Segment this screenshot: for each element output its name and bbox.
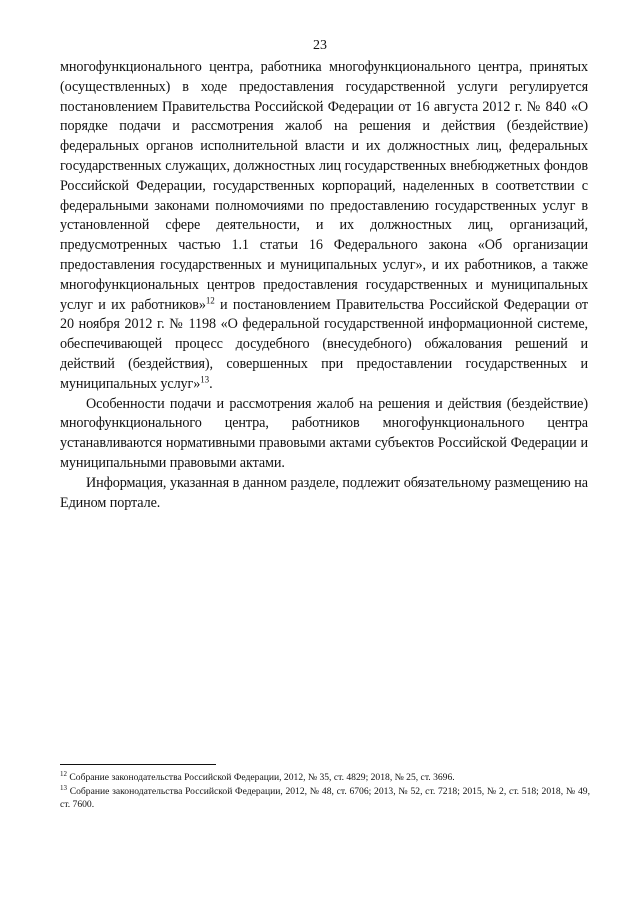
paragraph-3: Информация, указанная в данном разделе, подлежит обязательному размещению на Едином портале. (60, 474, 588, 511)
footnotes (60, 771, 590, 812)
paragraph-1-text-end: . (209, 375, 213, 392)
document-body (60, 58, 588, 513)
footnote-ref-13: 13 (200, 374, 210, 385)
page-number: 23 (313, 38, 327, 53)
footnote-separator (60, 764, 216, 765)
paragraph-2: Особенности подачи и рассмотрения жалоб на решения и действия (бездействие) многофункционального центра, работников многофункционального центра устанавливаются нормативными правовыми актами субъектов Российской Федерации и муниципальными правовыми актами. (60, 395, 588, 471)
footnote-ref-12: 12 (205, 294, 215, 305)
footnote-text: Собрание законодательства Российской Федерации, 2012, № 35, ст. 4829; 2018, № 25, ст. 3696. (67, 772, 455, 783)
paragraph-1-text: многофункционального центра, работника многофункционального центра, принятых (осуществленных) в ходе предоставления государственной услуги регулируется постановлением Правительства Российской Федерации от 16 августа 2012 г. № 840 «О порядке подачи и рассмотрения жалоб на решения и действия (бездействие) федеральных органов исполнительной власти и их должностных лиц, федеральных государственных служащих, должностных лиц государственных внебюджетных фондов Российской Федерации, государственных корпораций, наделенных в соответствии с федеральными законами полномочиями по предоставлению государственных услуг в установленной сфере деятельности, и их должностных лиц, организаций, предусмотренных частью 1.1 статьи 16 Федерального закона «Об организации предоставления государственных и муниципальных услуг», и их работников, а также многофункциональных центров предоставления государственных и муниципальных услуг и их работников» (60, 59, 588, 313)
paragraph-1 (60, 58, 588, 395)
paragraph-1-text-middle: и постановлением Правительства Российской Федерации от 20 ноября 2012 г. № 1198 «О федеральной государственной информационной системе, обеспечивающей процесс досудебного (внесудебного) обжалования решений и действий (бездействия), совершенных при предоставлении государственных и муниципальных услуг» (60, 296, 588, 392)
footnote-number: 12 (60, 769, 67, 778)
footnote-12 (60, 771, 590, 784)
footnote-13 (60, 785, 590, 811)
footnote-text: Собрание законодательства Российской Федерации, 2012, № 48, ст. 6706; 2013, № 52, ст. 7218; 2015, № 2, ст. 518; 2018, № 49, ст. 7600. (60, 786, 590, 810)
footnote-number: 13 (60, 783, 67, 792)
